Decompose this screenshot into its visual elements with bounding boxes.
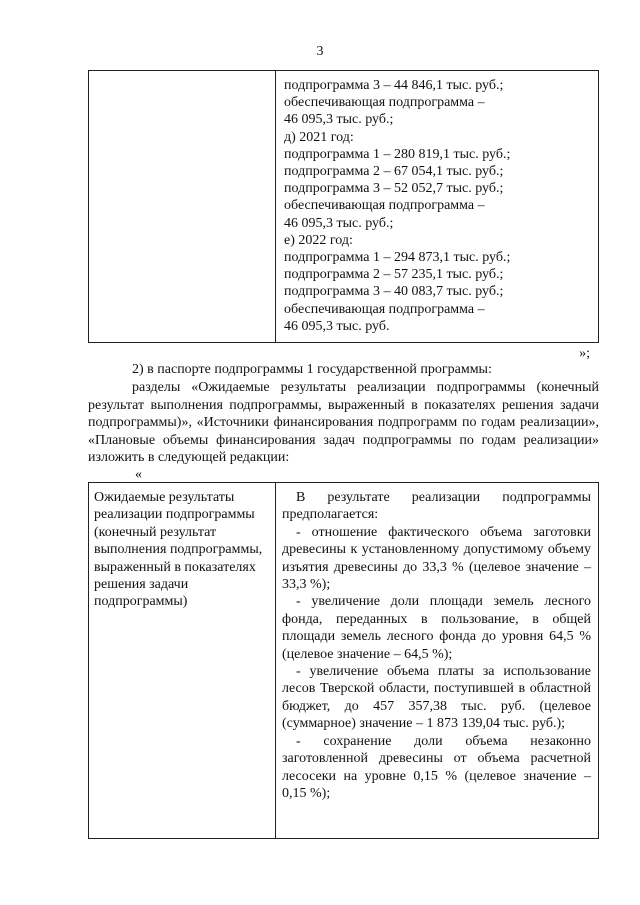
paragraph-sections: разделы «Ожидаемые результаты реализации подпрограммы (конечный результат выполнения подпрограммы, выраженный в показателях решения задачи подпрограммы)», «Источники финансирования подпрограмм по годам реализации», «Плановые объемы финансирования задач подпрограммы по годам реализации» изложить в следующей редакции:	[88, 380, 599, 465]
results-paragraph: - сохранение доли объема незаконно заготовленной древесины от объема расчетной лесосеки на уровне 0,15 % (целевое значение – 0,15 %);	[282, 733, 591, 801]
table-line: подпрограмма 1 – 280 819,1 тыс. руб.;	[284, 146, 511, 162]
opening-quote: «	[135, 467, 142, 482]
results-table-right-cell	[282, 489, 591, 802]
results-paragraph: - увеличение объема платы за использование лесов Тверской области, поступившей в областной бюджет, до 457 357,38 тыс. руб. (целевое (суммарное) значение – 1 873 139,04 тыс. руб.);	[282, 664, 591, 732]
table-line: 46 095,3 тыс. руб.;	[284, 215, 394, 231]
table-column-divider	[275, 71, 276, 342]
page-number: 3	[316, 44, 324, 59]
results-paragraph: - отношение фактического объема заготовки древесины к установленному допустимому объему изъятия древесины до 33,3 % (целевое значение – 33,3 %);	[282, 524, 591, 593]
table-line: решения задачи	[94, 577, 189, 593]
table-line: (конечный результат	[94, 524, 217, 540]
table-line: подпрограммы)	[94, 594, 188, 610]
table-line: подпрограмма 3 – 44 846,1 тыс. руб.;	[284, 78, 504, 93]
table-line: выраженный в показателях	[94, 559, 256, 575]
table-line: е) 2022 год:	[284, 232, 353, 248]
table-line: Ожидаемые результаты	[94, 490, 235, 505]
financing-table-right-cell	[284, 77, 590, 335]
table-line: д) 2021 год:	[284, 129, 354, 145]
table-line: выполнения подпрограммы,	[94, 542, 263, 558]
results-paragraph: - увеличение доли площади земель лесного фонда, переданных в пользование, в общей площади земель лесного фонда до уровня 64,5 % (целевое значение – 64,5 %);	[282, 594, 591, 662]
results-table-left-cell	[94, 489, 270, 611]
table-line: подпрограмма 2 – 67 054,1 тыс. руб.;	[284, 164, 504, 180]
paragraph-item-2: 2) в паспорте подпрограммы 1 государственной программы:	[132, 362, 492, 377]
table-line: подпрограмма 2 – 57 235,1 тыс. руб.;	[284, 267, 504, 283]
table-line: обеспечивающая подпрограмма –	[284, 301, 485, 317]
table-line: 46 095,3 тыс. руб.	[284, 318, 390, 334]
table-line: подпрограмма 3 – 52 052,7 тыс. руб.;	[284, 181, 504, 197]
table-column-divider	[275, 483, 276, 838]
table-line: реализации подпрограммы	[94, 507, 255, 523]
table-line: обеспечивающая подпрограмма –	[284, 198, 485, 214]
results-table	[88, 482, 599, 839]
table-line: подпрограмма 1 – 294 873,1 тыс. руб.;	[284, 250, 511, 266]
table-line: 46 095,3 тыс. руб.;	[284, 112, 394, 128]
financing-table	[88, 70, 599, 343]
table-line: подпрограмма 3 – 40 083,7 тыс. руб.;	[284, 284, 504, 300]
table-line: обеспечивающая подпрограмма –	[284, 95, 485, 111]
closing-quote: »;	[579, 346, 590, 361]
results-paragraph: В результате реализации подпрограммы предполагается:	[282, 490, 591, 523]
